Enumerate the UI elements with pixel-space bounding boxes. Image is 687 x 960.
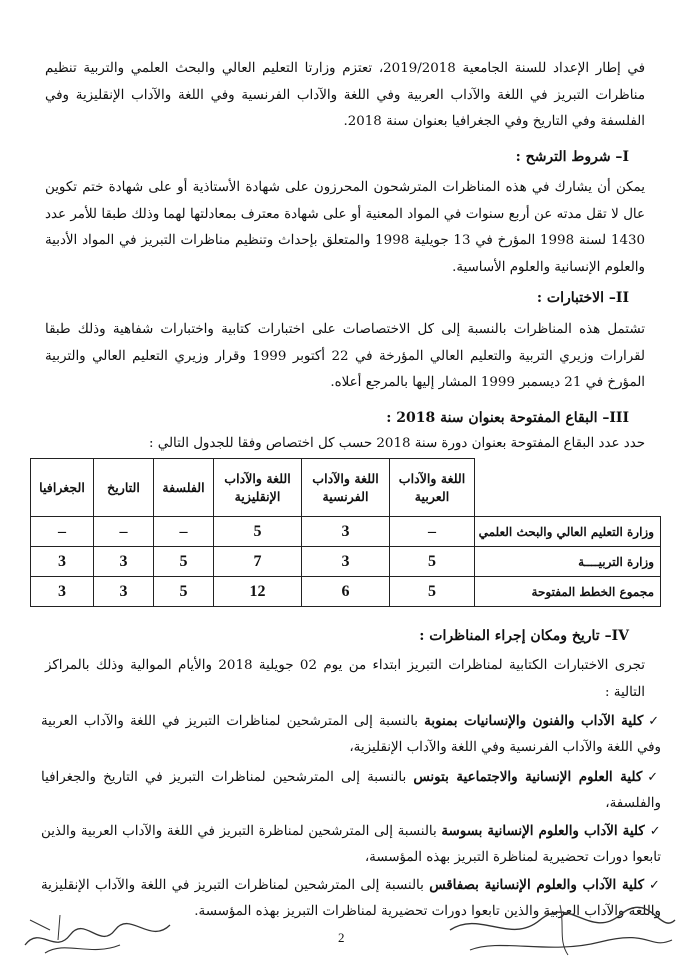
table-cell: 3 (31, 577, 94, 607)
table-header: الفلسفة (154, 459, 214, 517)
table-cell: 5 (390, 547, 475, 577)
section-2-heading: II– الاختبارات : (536, 290, 629, 306)
center-item (41, 764, 661, 817)
center-description: بالنسبة إلى المترشحين لمناظرات التبريز في التاريخ والجغرافيا والفلسفة، (41, 770, 661, 811)
section-1-text: يمكن أن يشارك في هذه المناظرات المترشحون المحرزون على شهادة الأستاذية أو على شهادة ختم تكوين عال لا تقل مدته عن أربع سنوات في المواد المعنية أو على شهادة معترف بمعادلتها لهما وذلك طبقا للأمر عدد 1430 لسنة 1998 المؤرخ في 13 جويلية 1998 والمتعلق بإحداث وتنظيم مناظرات التبريز في المواد الأدبية والعلوم الإنسانية والعلوم الأساسية. (45, 180, 646, 275)
table-row (31, 577, 661, 607)
table-cell: – (94, 517, 154, 547)
table-cell: 3 (94, 577, 154, 607)
section-1-heading: I– شروط الترشح : (515, 149, 629, 165)
table-cell: 7 (214, 547, 302, 577)
center-item (41, 818, 661, 871)
table-cell: 3 (302, 547, 390, 577)
row-label: مجموع الخطط المفتوحة (475, 577, 661, 607)
center-name: كلية الآداب والعلوم الإنسانية بسوسة (441, 823, 645, 839)
check-mark-icon: ✓ (648, 714, 661, 729)
center-name: كلية العلوم الإنسانية والاجتماعية بتونس (413, 769, 643, 785)
table-row (31, 517, 661, 547)
page-number: 2 (338, 930, 345, 945)
table-cell: 3 (302, 517, 390, 547)
table-header: التاريخ (94, 459, 154, 517)
table-cell: 5 (214, 517, 302, 547)
center-description: بالنسبة إلى المترشحين لمناظرات التبريز في اللغة والآداب الإنقليزية واللغة والآداب العربية والذين تابعوا دورات تحضيرية لمناظرات التبريز بهذه المؤسسة. (41, 878, 661, 919)
table-cell: – (31, 517, 94, 547)
table-cell: 5 (154, 577, 214, 607)
intro-paragraph: في إطار الإعداد للسنة الجامعية 2019/2018، تعتزم وزارتا التعليم العالي والبحث العلمي والتربية تنظيم مناظرات التبريز في اللغة والآداب العربية وفي اللغة والآداب الفرنسية وفي اللغة والآداب الإنقليزية وفي الفلسفة وفي التاريخ وفي الجغرافيا بعنوان سنة 2018. (45, 61, 645, 129)
table-header: اللغة والآداب الإنقليزية (214, 459, 302, 517)
table-header: اللغة والآداب الفرنسية (302, 459, 390, 517)
table-cell: – (154, 517, 214, 547)
table-cell: 5 (390, 577, 475, 607)
table-cell: 3 (94, 547, 154, 577)
row-label: وزارة التعليم العالي والبحث العلمي (475, 517, 661, 547)
table-cell: 3 (31, 547, 94, 577)
section-4-heading: IV– تاريخ ومكان إجراء المناظرات : (419, 628, 629, 644)
section-3-heading: III– البقاع المفتوحة بعنوان سنة 2018 : (386, 410, 629, 426)
table-header: اللغة والآداب العربية (390, 459, 475, 517)
center-item (41, 708, 661, 761)
check-mark-icon: ✓ (649, 878, 661, 893)
table-cell: 12 (214, 577, 302, 607)
center-description: بالنسبة إلى المترشحين لمناظرة التبريز في اللغة والآداب العربية والذين تابعوا دورات تحضيرية لمناظرة التبريز بهذه المؤسسة، (41, 824, 661, 865)
positions-table (30, 458, 661, 607)
table-cell: – (390, 517, 475, 547)
section-3-text: حدد عدد البقاع المفتوحة بعنوان دورة سنة 2018 حسب كل اختصاص وفقا للجدول التالي : (149, 436, 645, 451)
section-2-text: تشتمل هذه المناظرات بالنسبة إلى كل الاختصاصات على اختبارات كتابية واختبارات شفاهية وذلك طبقا لقرارات وزيري التربية والتعليم العالي المؤرخة في 22 أكتوبر 1999 وقرار وزيري التعليم العالي والتربية المؤرخ في 21 ديسمبر 1999 المشار إليها بالمرجع أعلاه. (45, 322, 645, 390)
section-4-text: تجرى الاختبارات الكتابية لمناظرات التبريز ابتداء من يوم 02 جويلية 2018 والأيام الموالية وذلك بالمراكز التالية : (45, 658, 645, 700)
check-mark-icon: ✓ (647, 770, 661, 785)
table-header: الجغرافيا (31, 459, 94, 517)
check-mark-icon: ✓ (649, 824, 661, 839)
table-row (31, 547, 661, 577)
table-cell: 6 (302, 577, 390, 607)
center-name: كلية الآداب والعلوم الإنسانية بصفاقس (429, 877, 644, 893)
table-cell: 5 (154, 547, 214, 577)
center-description: بالنسبة إلى المترشحين لمناظرات التبريز في اللغة والآداب العربية وفي اللغة والآداب الفرنسية وفي اللغة والآداب الإنقليزية، (41, 714, 661, 755)
center-name: كلية الآداب والفنون والإنسانيات بمنوبة (424, 713, 644, 729)
table-corner (475, 459, 661, 517)
center-item (41, 872, 661, 925)
row-label: وزارة التربيــــة (475, 547, 661, 577)
